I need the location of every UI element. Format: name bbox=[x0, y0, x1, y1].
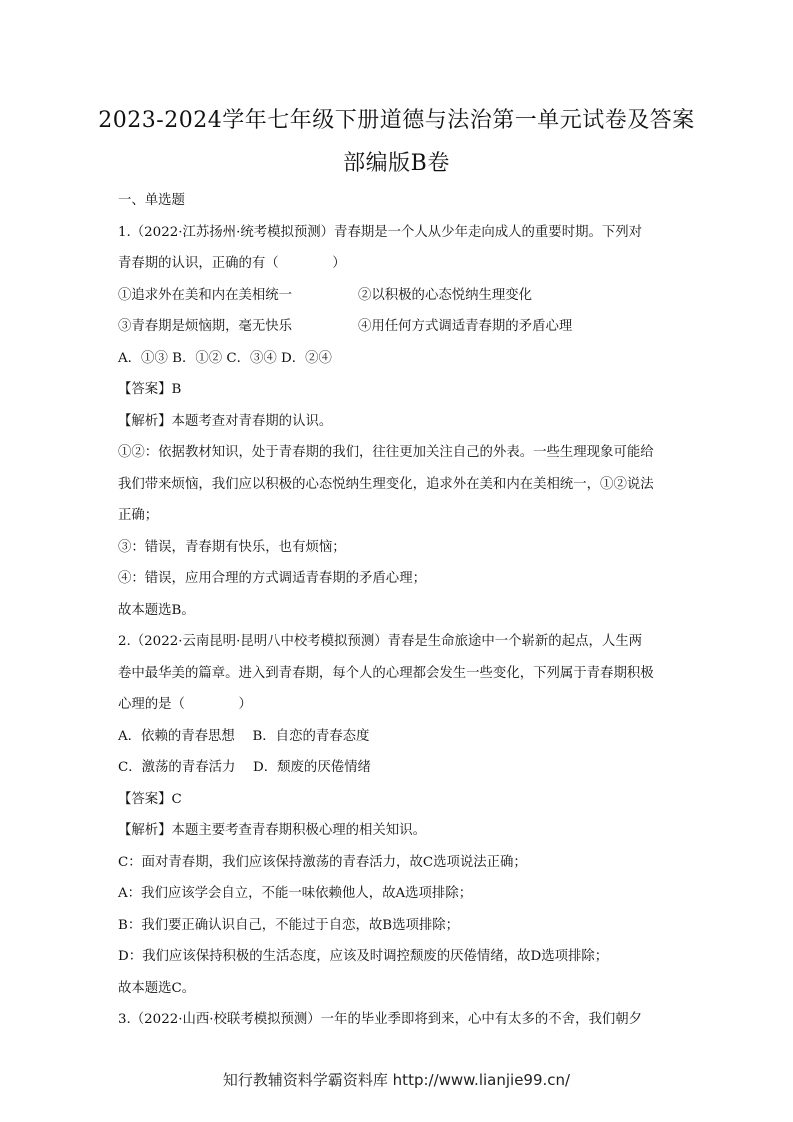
q2-analysis-line-4: D：我们应该保持积极的生活态度，应该及时调控颓废的厌倦情绪，故D选项排除； bbox=[118, 949, 609, 964]
q1-option-2: ②以积极的心态悦纳生理变化 bbox=[358, 287, 533, 303]
q2-choices-ab: A．依赖的青春思想 B．自恋的青春态度 bbox=[118, 728, 370, 744]
q2-stem-line-3: 心理的是（ ） bbox=[118, 697, 252, 712]
q1-analysis-line-4: ③：错误，青春期有快乐，也有烦恼； bbox=[118, 539, 346, 555]
q1-analysis-line-1: ①②：依据教材知识，处于青春期的我们，往往更加关注自己的外表。一些生理现象可能给 bbox=[118, 445, 654, 460]
q1-options-row-2 bbox=[118, 311, 688, 343]
q2-stem-line-2: 卷中最华美的篇章。进入到青春期，每个人的心理都会发生一些变化，下列属于青春期积极 bbox=[118, 665, 654, 681]
q2-analysis-line-1: C：面对青春期，我们应该保持激荡的青春活力，故C选项说法正确； bbox=[118, 854, 527, 870]
q1-option-1: ①追求外在美和内在美相统一 bbox=[118, 287, 293, 303]
q1-option-3: ③青春期是烦恼期，毫无快乐 bbox=[118, 319, 293, 334]
q2-analysis-line-3: B：我们要正确认识自己，不能过于自恋，故B选项排除； bbox=[118, 917, 460, 933]
q2-choices-cd: C．激荡的青春活力 D．颓废的厌倦情绪 bbox=[118, 760, 371, 775]
page-title-line-1: 2023-2024学年七年级下册道德与法治第一单元试卷及答案 bbox=[98, 108, 695, 133]
document-body bbox=[118, 185, 688, 1036]
q1-analysis-line-3: 正确； bbox=[118, 508, 159, 523]
q2-stem-line-1: 2.（2022·云南昆明·昆明八中校考模拟预测）青春是生命旅途中一个崭新的起点，人生两 bbox=[118, 634, 643, 649]
footer-watermark: 知行教辅资料学霸资料库 http://www.lianjie99.cn/ bbox=[222, 1071, 571, 1089]
q1-conclusion: 故本题选B。 bbox=[118, 602, 195, 618]
q1-option-4: ④用任何方式调适青春期的矛盾心理 bbox=[358, 319, 573, 334]
q1-analysis-line-5: ④：错误，应用合理的方式调适青春期的矛盾心理； bbox=[118, 571, 426, 586]
q3-stem-line-1: 3.（2022·山西·校联考模拟预测）一年的毕业季即将到来，心中有太多的不舍，我们朝夕 bbox=[118, 1012, 643, 1027]
q1-options-row-1 bbox=[118, 280, 688, 312]
page-title-line-2: 部编版B卷 bbox=[343, 151, 450, 176]
section-heading: 一、单选题 bbox=[118, 193, 185, 208]
q1-choices: A．①③ B．①② C．③④ D．②④ bbox=[118, 350, 332, 366]
q2-answer: 【答案】C bbox=[118, 791, 182, 807]
q1-analysis-line-2: 我们带来烦恼，我们应以积极的心态悦纳生理变化，追求外在美和内在美相统一，①②说法 bbox=[118, 476, 654, 492]
q2-conclusion: 故本题选C。 bbox=[118, 980, 196, 996]
q2-analysis-title: 【解析】本题主要考查青春期积极心理的相关知识。 bbox=[118, 823, 426, 838]
q1-stem-line-2: 青春期的认识，正确的有（ ） bbox=[118, 256, 346, 271]
q2-analysis-line-2: A：我们应该学会自立，不能一味依赖他人，故A选项排除； bbox=[118, 886, 473, 901]
q1-stem-line-1: 1.（2022·江苏扬州·统考模拟预测）青春期是一个人从少年走向成人的重要时期。下列对 bbox=[118, 224, 643, 240]
q1-analysis-title: 【解析】本题考查对青春期的认识。 bbox=[118, 413, 333, 429]
q1-answer: 【答案】B bbox=[118, 382, 182, 397]
